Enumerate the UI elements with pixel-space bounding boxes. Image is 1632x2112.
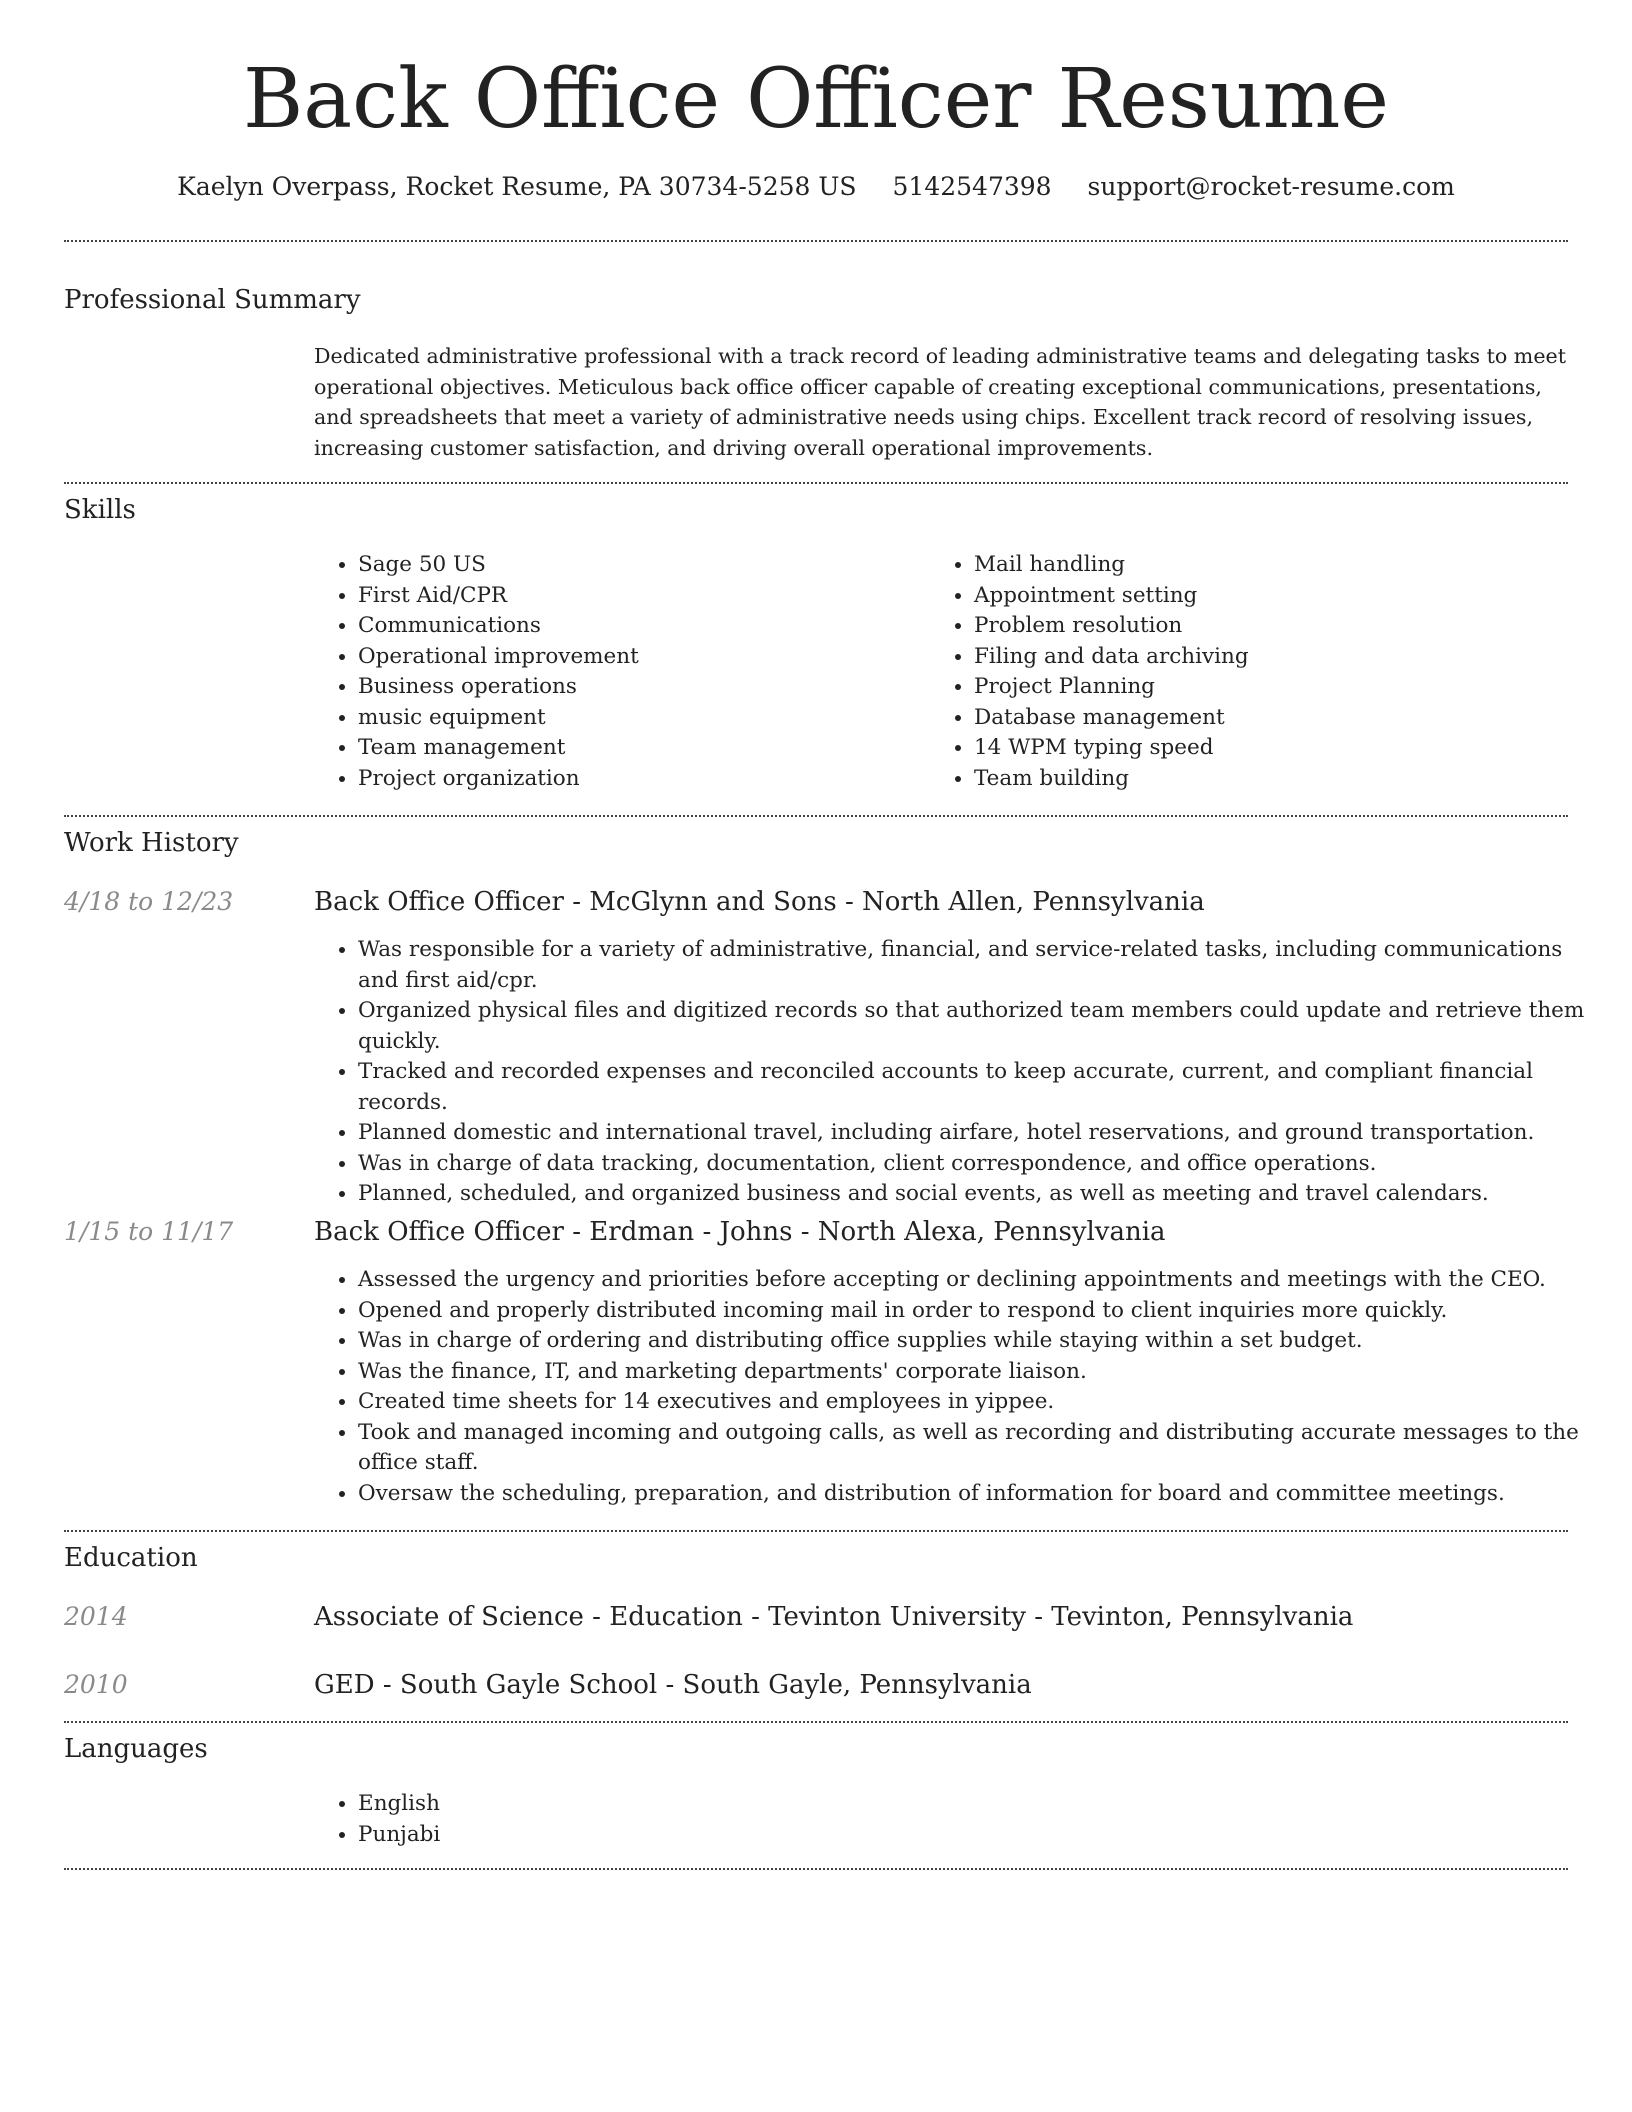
contact-address: Kaelyn Overpass, Rocket Resume, PA 30734-5258 US [177, 172, 857, 201]
contact-email: support@rocket-resume.com [1087, 172, 1455, 201]
section-divider [64, 815, 1568, 817]
list-item: • Was responsible for a variety of administrative, financial, and service-related tasks, including communications and first aid/cpr. [358, 935, 1604, 996]
list-item: • Team building [974, 764, 1574, 795]
job-bullets [314, 935, 1604, 1210]
list-item: • Oversaw the scheduling, preparation, and distribution of information for board and committee meetings. [358, 1479, 1604, 1510]
list-item: • First Aid/CPR [358, 581, 938, 612]
education-entry: Associate of Science - Education - Tevinton University - Tevinton, Pennsylvania [314, 1602, 1354, 1632]
list-item: • Assessed the urgency and priorities before accepting or declining appointments and meetings with the CEO. [358, 1265, 1604, 1296]
work-heading: Work History [64, 828, 239, 858]
education-entry: GED - South Gayle School - South Gayle, Pennsylvania [314, 1670, 1032, 1700]
section-divider [64, 240, 1568, 242]
list-item: • Appointment setting [974, 581, 1574, 612]
list-item: • Was in charge of data tracking, documentation, client correspondence, and office operations. [358, 1149, 1604, 1180]
list-item: • music equipment [358, 703, 938, 734]
section-divider [64, 1868, 1568, 1870]
list-item: • Was the finance, IT, and marketing departments' corporate liaison. [358, 1357, 1604, 1388]
list-item: • Project Planning [974, 672, 1574, 703]
contact-line [0, 170, 1632, 204]
section-divider [64, 1721, 1568, 1723]
section-divider [64, 482, 1568, 484]
list-item: • Created time sheets for 14 executives and employees in yippee. [358, 1387, 1604, 1418]
list-item: • Took and managed incoming and outgoing calls, as well as recording and distributing accurate messages to the office staff. [358, 1418, 1604, 1479]
list-item: • Planned, scheduled, and organized business and social events, as well as meeting and travel calendars. [358, 1179, 1604, 1210]
list-item: • Database management [974, 703, 1574, 734]
skills-heading: Skills [64, 495, 136, 525]
job-title: Back Office Officer - Erdman - Johns - North Alexa, Pennsylvania [314, 1217, 1166, 1247]
list-item: • Planned domestic and international travel, including airfare, hotel reservations, and ground transportation. [358, 1118, 1604, 1149]
job-bullets [314, 1265, 1604, 1509]
education-heading: Education [64, 1543, 198, 1573]
job-dates: 1/15 to 11/17 [64, 1217, 234, 1246]
list-item: • Punjabi [358, 1820, 958, 1851]
languages-heading: Languages [64, 1734, 208, 1764]
contact-phone: 5142547398 [892, 172, 1052, 201]
education-year: 2010 [64, 1670, 128, 1699]
list-item: • Communications [358, 611, 938, 642]
list-item: • Team management [358, 733, 938, 764]
skills-list-right [930, 550, 1574, 794]
list-item: • Operational improvement [358, 642, 938, 673]
skills-list-left [314, 550, 938, 794]
list-item: • Business operations [358, 672, 938, 703]
list-item: • English [358, 1789, 958, 1820]
list-item: • Was in charge of ordering and distributing office supplies while staying within a set budget. [358, 1326, 1604, 1357]
list-item: • Filing and data archiving [974, 642, 1574, 673]
resume-title: Back Office Officer Resume [243, 52, 1389, 147]
job-title: Back Office Officer - McGlynn and Sons - North Allen, Pennsylvania [314, 887, 1205, 917]
summary-text: Dedicated administrative professional with a track record of leading administrative teams and delegating tasks to meet operational objectives. Meticulous back office officer capable of creating exceptional communications, presentations, and spreadsheets that meet a variety of administrative needs using chips. Excellent track record of resolving issues, increasing customer satisfaction, and driving overall operational improvements. [314, 344, 1566, 460]
job-dates: 4/18 to 12/23 [64, 887, 234, 916]
education-year: 2014 [64, 1602, 128, 1631]
list-item: • Organized physical files and digitized records so that authorized team members could update and retrieve them quickly. [358, 996, 1604, 1057]
list-item: • 14 WPM typing speed [974, 733, 1574, 764]
languages-list [314, 1789, 958, 1850]
list-item: • Project organization [358, 764, 938, 795]
list-item: • Opened and properly distributed incoming mail in order to respond to client inquiries more quickly. [358, 1296, 1604, 1327]
list-item: • Tracked and recorded expenses and reconciled accounts to keep accurate, current, and compliant financial records. [358, 1057, 1604, 1118]
list-item: • Sage 50 US [358, 550, 938, 581]
list-item: • Mail handling [974, 550, 1574, 581]
section-divider [64, 1530, 1568, 1532]
summary-heading: Professional Summary [64, 285, 361, 315]
list-item: • Problem resolution [974, 611, 1574, 642]
